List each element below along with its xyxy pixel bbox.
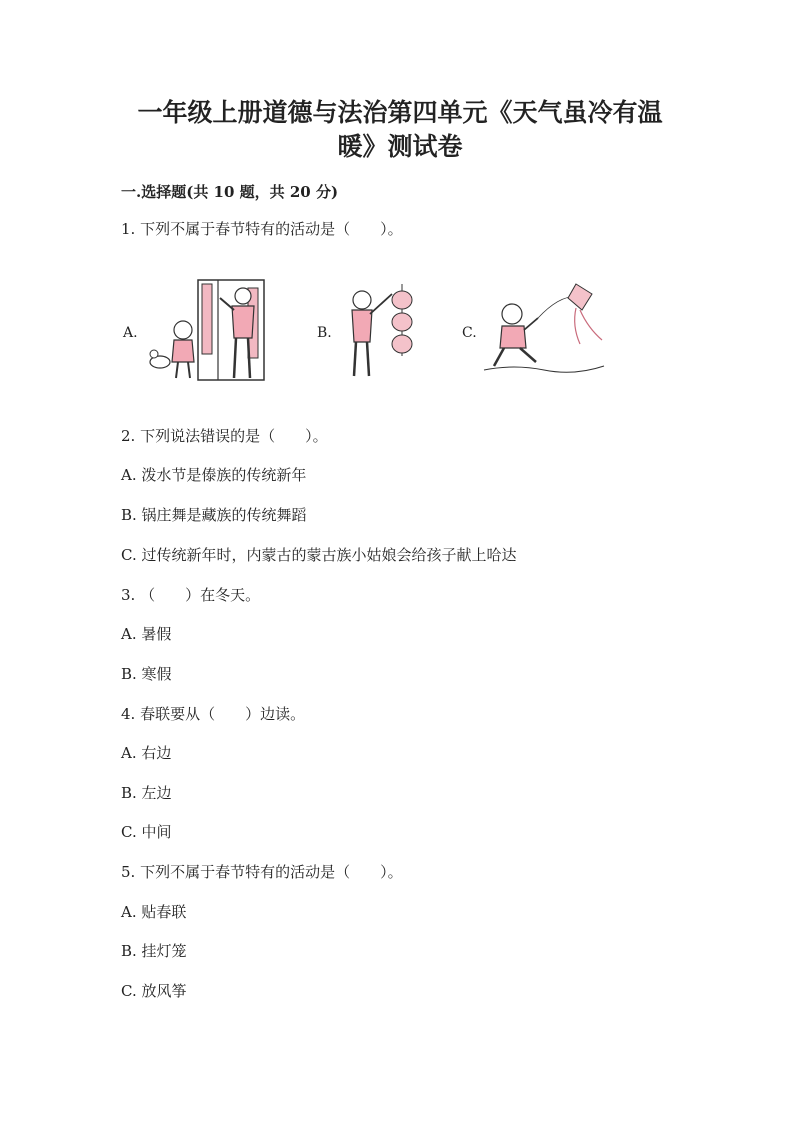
q3-option-a: A. 暑假 <box>121 625 172 643</box>
flying-kite-illustration <box>484 280 614 384</box>
q1-option-b-label: B. <box>317 325 332 341</box>
q1-option-a-label: A. <box>123 325 138 341</box>
q2-option-c: C. 过传统新年时，内蒙古的蒙古族小姑娘会给孩子献上哈达 <box>121 546 517 564</box>
q4-option-c: C. 中间 <box>121 823 172 841</box>
question-4-stem: 4. 春联要从（ ）边读。 <box>121 705 306 723</box>
q3-option-b: B. 寒假 <box>121 665 172 683</box>
q5-option-b: B. 挂灯笼 <box>121 942 187 960</box>
hanging-lanterns-illustration <box>340 284 420 388</box>
question-1-stem: 1. 下列不属于春节特有的活动是（ ）。 <box>121 220 403 238</box>
q5-option-a: A. 贴春联 <box>121 903 187 921</box>
page-title-line-2: 暖》测试卷 <box>337 132 463 161</box>
q1-option-c-label: C. <box>462 325 477 341</box>
section-heading: 一.选择题(共 10 题，共 20 分) <box>121 183 339 201</box>
q2-option-a: A. 泼水节是傣族的传统新年 <box>121 466 307 484</box>
q4-option-a: A. 右边 <box>121 744 172 762</box>
q4-option-b: B. 左边 <box>121 784 172 802</box>
question-5-stem: 5. 下列不属于春节特有的活动是（ ）。 <box>121 863 403 881</box>
page-title-line-1: 一年级上册道德与法治第四单元《天气虽冷有温 <box>137 98 663 127</box>
question-3-stem: 3. （ ）在冬天。 <box>121 586 261 604</box>
q5-option-c: C. 放风筝 <box>121 982 187 1000</box>
question-2-stem: 2. 下列说法错误的是（ ）。 <box>121 427 328 445</box>
posting-couplets-illustration <box>148 278 268 388</box>
q2-option-b: B. 锅庄舞是藏族的传统舞蹈 <box>121 506 307 524</box>
